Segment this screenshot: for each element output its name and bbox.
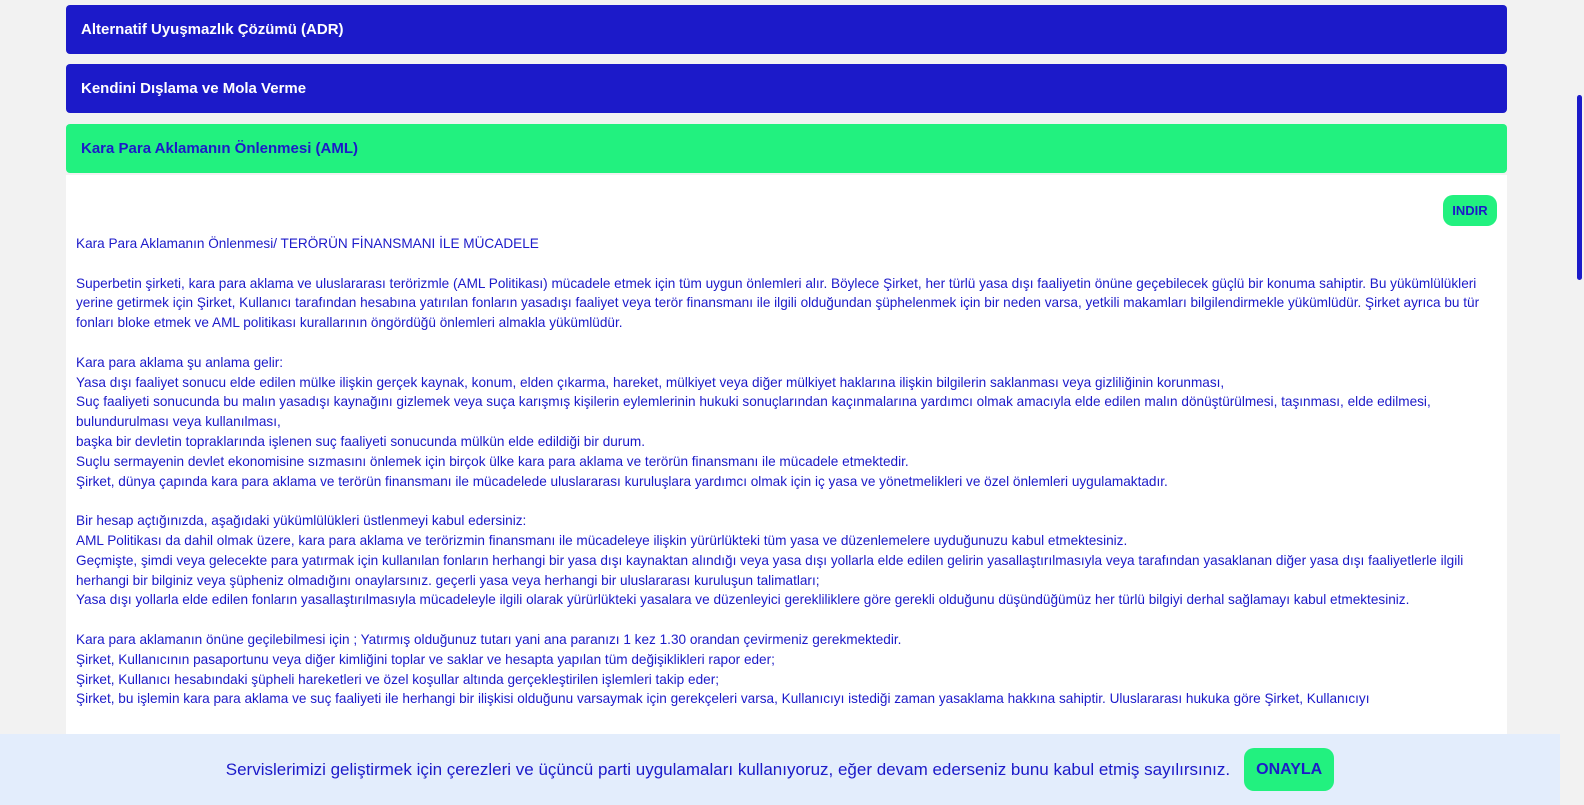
cookie-text: Servislerimizi geliştirmek için çerezleri ve üçüncü parti uygulamaları kullanıyoruz, eğer devam ederseniz bunu kabul etmiş sayılırsınız. — [225, 759, 1231, 779]
section-line: Suçlu sermayenin devlet ekonomisine sızmasını önlemek için birçok ülke kara para aklama ve terörün finansmanı ile mücadele etmektedir. — [76, 453, 909, 469]
cookie-banner — [0, 734, 1560, 805]
section-line: Şirket, Kullanıcı hesabındaki şüpheli hareketleri ve özel koşullar altında gerçekleştirilen işlemleri takip eder; — [76, 671, 720, 687]
accordion-label: Kara Para Aklamanın Önlenmesi (AML) — [81, 140, 359, 157]
scrollbar[interactable] — [1568, 0, 1584, 805]
accordion-label: Kendini Dışlama ve Mola Verme — [81, 80, 307, 97]
accordion-panel-aml — [66, 175, 1507, 805]
section-intro: Bir hesap açtığınızda, aşağıdaki yükümlülükleri üstlenmeyi kabul edersiniz: — [76, 513, 527, 529]
section-line: başka bir devletin topraklarında işlenen suç faaliyeti sonucunda mülkün elde edildiği bir durum. — [76, 433, 645, 449]
section-company-measures — [76, 630, 1481, 709]
section-account-obligations — [76, 511, 1481, 610]
section-line: Şirket, bu işlemin kara para aklama ve suç faaliyeti ile herhangi bir ilişkisi olduğunu varsaymak için gerekçeleri varsa, Kullanıcıyı istediği zaman yasaklama hakkına sahiptir. Uluslararası hukuka göre Şirket, Kullanıcıyı — [76, 691, 1370, 707]
accordion-header-self-exclusion[interactable] — [66, 64, 1507, 113]
panel-content — [76, 234, 1481, 729]
section-money-laundering-definition — [76, 353, 1481, 492]
panel-title: Kara Para Aklamanın Önlenmesi/ TERÖRÜN FİNANSMANI İLE MÜCADELE — [76, 236, 539, 251]
accordion-header-aml[interactable] — [66, 124, 1507, 173]
section-line: AML Politikası da dahil olmak üzere, kara para aklama ve terörizmin finansmanı ile mücadeleye ilişkin yürürlükteki tüm yasa ve düzenlemelere uyduğunuzu kabul etmektesiniz. — [76, 532, 1128, 548]
download-button[interactable]: INDIR — [1443, 195, 1497, 226]
cookie-accept-button[interactable]: ONAYLA — [1244, 748, 1334, 791]
accordion-label: Alternatif Uyuşmazlık Çözümü (ADR) — [81, 21, 344, 38]
section-intro: Kara para aklama şu anlama gelir: — [76, 354, 284, 370]
section-line: Şirket, dünya çapında kara para aklama ve terörün finansmanı ile mücadelede uluslararası kuruluşlara yardımcı olmak için iç yasa ve yönetmelikleri ve özel önlemleri uygulamaktadır. — [76, 473, 1168, 489]
section-line: Yasa dışı yollarla elde edilen fonların yasallaştırılmasıyla mücadeleyle ilgili olarak yürürlükteki yasalara ve düzenleyici gerekliliklere göre gerekli olduğunu düşündüğümüz her türlü bilgiyi derhal sağlamayı kabul etmektesiniz. — [76, 592, 1410, 608]
section-line: Kara para aklamanın önüne geçilebilmesi için ; Yatırmış olduğunuz tutarı yani ana paranızı 1 kez 1.30 orandan çevirmeniz gerekmektedir. — [76, 631, 902, 647]
paragraph-intro: Superbetin şirketi, kara para aklama ve uluslararası terörizmle (AML Politikası) mücadele etmek için tüm uygun önlemleri alır. Böylece Şirket, her türlü yasa dışı faaliyetin önüne geçebilecek güçlü bir konuma sahiptir. Bu yükümlülükleri yerine getirmek için Şirket, Kullanıcı tarafından hesabına yatırılan fonların yasadışı faaliyet veya terör finansmanı ile ilgili olduğundan şüphelenmek için bir neden varsa, yetkili makamları bilgilendirmekle yükümlüdür. Şirket ayrıca bu tür fonları bloke etmek ve AML politikası kurallarının öngördüğü önlemleri almakla yükümlüdür. — [76, 275, 1480, 331]
accordion-header-adr[interactable] — [66, 5, 1507, 54]
section-line: Şirket, Kullanıcının pasaportunu veya diğer kimliğini toplar ve saklar ve hesapta yapılan tüm değişiklikleri rapor eder; — [76, 651, 775, 667]
section-line: Suç faaliyeti sonucunda bu malın yasadışı kaynağını gizlemek veya suça karışmış kişilerin eylemlerinin hukuki sonuçlarından kaçınmalarına yardımcı olmak amacıyla elde edilen malın dönüştürülmesi, taşınması, elde edilmesi, bulundurulması veya kullanılması, — [76, 394, 1431, 430]
section-line: Geçmişte, şimdi veya gelecekte para yatırmak için kullanılan fonların herhangi bir yasa dışı kaynaktan alındığı veya yasa dışı yollarla elde edilen gelirin yasallaştırılmasıyla veya tarafından yasaklanan diğer yasa dışı faaliyetlerle ilgili herhangi bir bilginiz veya şüpheniz olmadığını onaylarsınız. geçerli yasa veya herhangi bir uluslararası kuruluşun talimatları; — [76, 552, 1464, 588]
section-line: Yasa dışı faaliyet sonucu elde edilen mülke ilişkin gerçek kaynak, konum, elden çıkarma, hareket, mülkiyet veya diğer mülkiyet haklarına ilişkin bilgilerin saklanması veya gizliliğinin korunması, — [76, 374, 1225, 390]
scrollbar-thumb[interactable] — [1577, 95, 1582, 280]
